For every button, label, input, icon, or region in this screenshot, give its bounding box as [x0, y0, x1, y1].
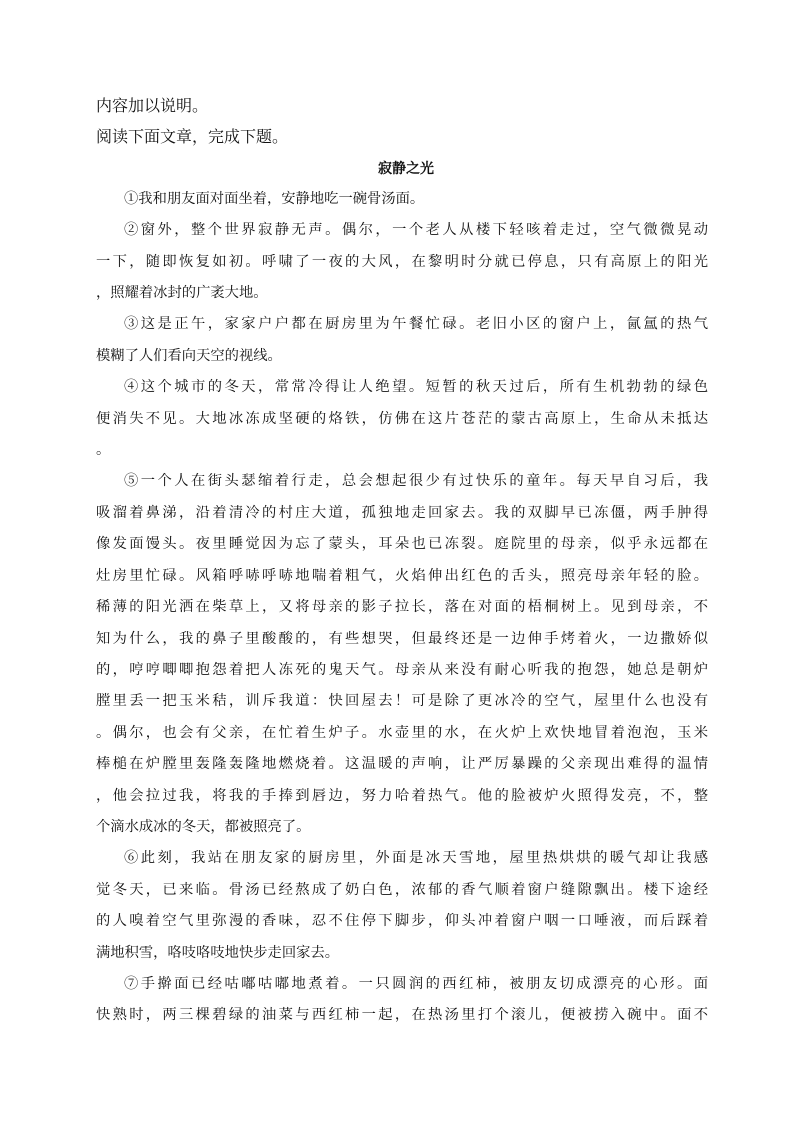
text-line: 一下，随即恢复如初。呼啸了一夜的大风，在黎明时分就已停息，只有高原上的阳光	[96, 254, 708, 270]
text-line: 灶房里忙碌。风箱呼哧呼哧地喘着粗气，火焰伸出红色的舌头，照亮母亲年轻的脸。	[96, 568, 708, 584]
article-title: 寂静之光	[378, 161, 434, 177]
text-line: 的人嗅着空气里弥漫的香味，忍不住停下脚步，仰头冲着窗户咽一口唾液，而后踩着	[96, 913, 708, 929]
text-line: 。	[96, 442, 111, 458]
text-line: 棒槌在炉膛里轰隆轰隆地燃烧着。这温暖的声响，让严厉暴躁的父亲现出难得的温情	[96, 756, 708, 772]
text-line: 像发面馒头。夜里睡觉因为忘了蒙头，耳朵也已冻裂。庭院里的母亲，似乎永远都在	[96, 536, 708, 552]
text-line: ①我和朋友面对面坐着，安静地吃一碗骨汤面。	[124, 191, 425, 207]
text-line: 个滴水成冰的冬天，都被照亮了。	[96, 819, 311, 835]
text-line: ⑦手擀面已经咕嘟咕嘟地煮着。一只圆润的西红柿，被朋友切成漂亮的心形。面	[124, 976, 708, 992]
text-line: ⑥此刻，我站在朋友家的厨房里，外面是冰天雪地，屋里热烘烘的暖气却让我感	[124, 850, 708, 866]
text-line: 。偶尔，也会有父亲，在忙着生炉子。水壶里的水，在火炉上欢快地冒着泡泡，玉米	[96, 725, 708, 741]
text-line: 觉冬天，已来临。骨汤已经熬成了奶白色，浓郁的香气顺着窗户缝隙飘出。楼下途经	[96, 882, 708, 898]
text-line: 稀薄的阳光洒在柴草上，又将母亲的影子拉长，落在对面的梧桐树上。见到母亲，不	[96, 599, 708, 615]
text-line: ，他会拉过我，将我的手捧到唇边，努力哈着热气。他的脸被炉火照得发亮，不，整	[96, 788, 708, 804]
text-line: 满地积雪，咯吱咯吱地快步走回家去。	[96, 945, 340, 961]
text-line: ⑤一个人在街头瑟缩着行走，总会想起很少有过快乐的童年。每天早自习后，我	[124, 473, 708, 489]
intro-note: 内容加以说明。	[96, 96, 209, 115]
text-line: 膛里丢一把玉米秸，训斥我道：快回屋去！可是除了更冰冷的空气，屋里什么也没有	[96, 693, 708, 709]
reading-instruction: 阅读下面文章，完成下题。	[96, 127, 289, 146]
text-line: 快熟时，两三棵碧绿的油菜与西红柿一起，在热汤里打个滚儿，便被捞入碗中。面不	[96, 1007, 708, 1023]
text-line: 模糊了人们看向天空的视线。	[96, 348, 282, 364]
text-line: ，照耀着冰封的广袤大地。	[96, 285, 268, 301]
text-line: ②窗外，整个世界寂静无声。偶尔，一个老人从楼下轻咳着走过，空气微微晃动	[124, 222, 708, 238]
text-line: 便消失不见。大地冰冻成坚硬的烙铁，仿佛在这片苍茫的蒙古高原上，生命从未抵达	[96, 411, 708, 427]
text-line: 知为什么，我的鼻子里酸酸的，有些想哭，但最终还是一边伸手烤着火，一边撒娇似	[96, 631, 708, 647]
text-line: 的，哼哼唧唧抱怨着把人冻死的鬼天气。母亲从来没有耐心听我的抱怨，她总是朝炉	[96, 662, 708, 678]
text-line: ③这是正午，家家户户都在厨房里为午餐忙碌。老旧小区的窗户上，氤氲的热气	[124, 316, 708, 332]
text-line: ④这个城市的冬天，常常冷得让人绝望。短暂的秋天过后，所有生机勃勃的绿色	[124, 379, 708, 395]
text-line: 吸溜着鼻涕，沿着清冷的村庄大道，孤独地走回家去。我的双脚早已冻僵，两手肿得	[96, 505, 708, 521]
